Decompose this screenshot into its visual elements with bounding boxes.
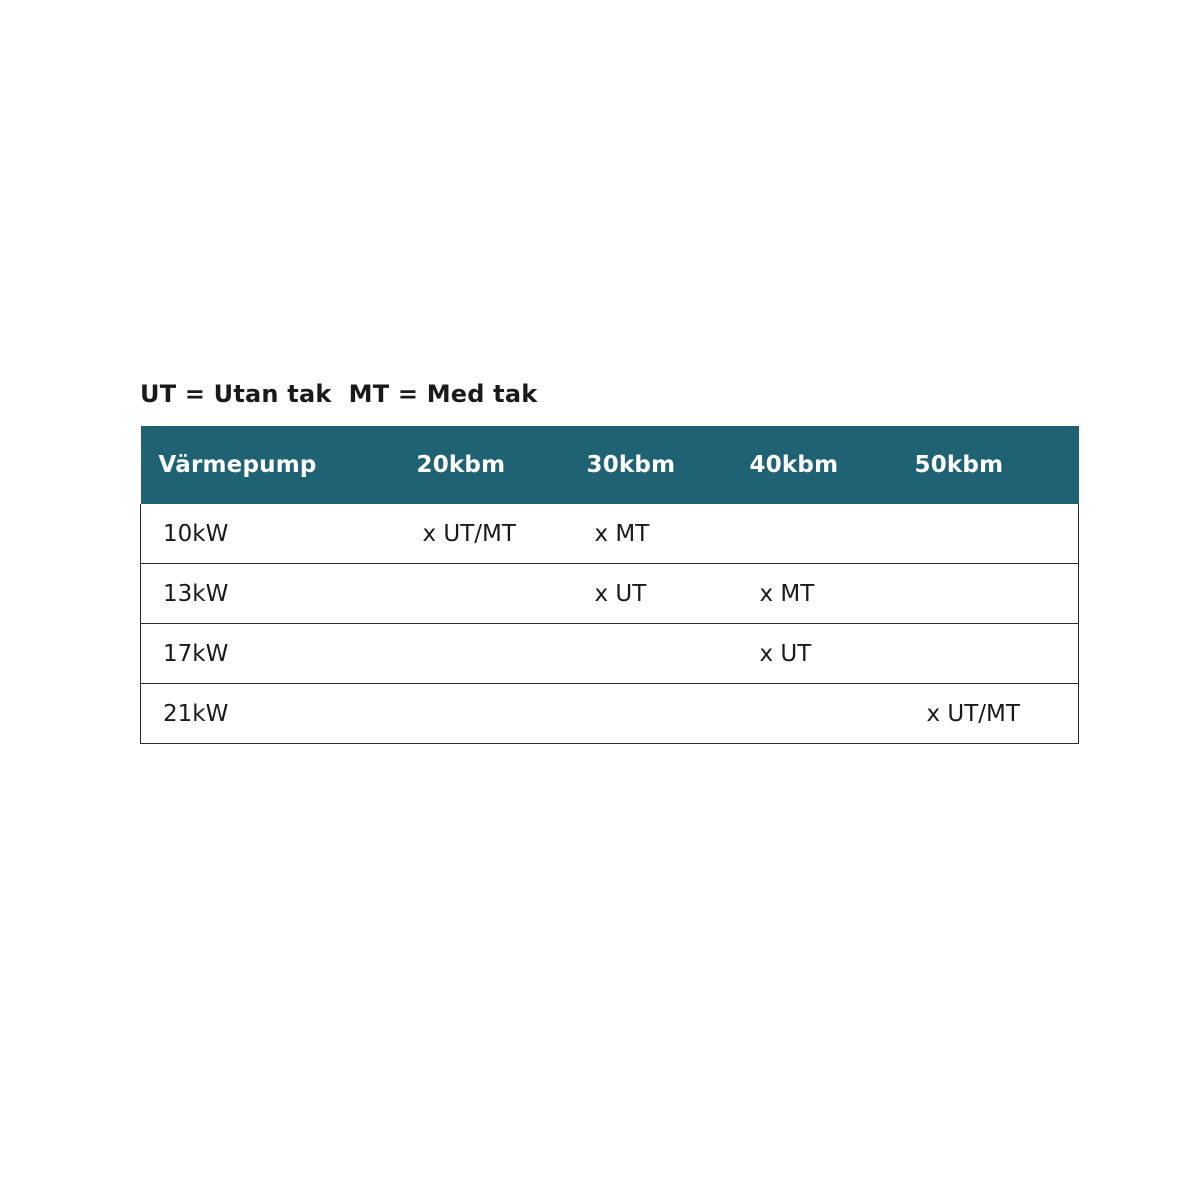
cell-13kw-50kbm [915,564,1079,624]
cell-value: x UT [594,580,647,607]
legend-text: UT = Utan tak MT = Med tak [140,380,538,408]
row-label-10kw: 10kW [141,504,417,564]
column-header-30kbm: 30kbm [587,426,750,504]
cell-10kw-40kbm [750,504,915,564]
table-row [141,504,1079,564]
table-row [141,684,1079,744]
row-label-17kw: 17kW [141,624,417,684]
compatibility-sheet [140,380,1060,744]
cell-21kw-40kbm [750,684,915,744]
cell-value: x UT/MT [422,520,516,547]
table-row [141,564,1079,624]
cell-21kw-30kbm [587,684,750,744]
heatpump-size-table [140,426,1079,744]
cell-value: x UT [759,640,812,667]
cell-17kw-40kbm [750,624,915,684]
cell-21kw-20kbm [417,684,587,744]
column-header-50kbm: 50kbm [915,426,1079,504]
cell-13kw-40kbm [750,564,915,624]
table-header [141,426,1079,504]
table-row [141,624,1079,684]
cell-10kw-50kbm [915,504,1079,564]
column-header-40kbm: 40kbm [750,426,915,504]
row-label-21kw: 21kW [141,684,417,744]
column-header-20kbm: 20kbm [417,426,587,504]
cell-value: x MT [759,580,815,607]
cell-10kw-30kbm [587,504,750,564]
cell-value: x MT [594,520,650,547]
cell-13kw-20kbm [417,564,587,624]
table-header-row [141,426,1079,504]
table-body [141,504,1079,744]
cell-17kw-20kbm [417,624,587,684]
cell-21kw-50kbm [915,684,1079,744]
column-header-varmepump: Värmepump [141,426,417,504]
cell-value: x UT/MT [926,700,1020,727]
cell-17kw-30kbm [587,624,750,684]
cell-17kw-50kbm [915,624,1079,684]
row-label-13kw: 13kW [141,564,417,624]
cell-10kw-20kbm [417,504,587,564]
cell-13kw-30kbm [587,564,750,624]
